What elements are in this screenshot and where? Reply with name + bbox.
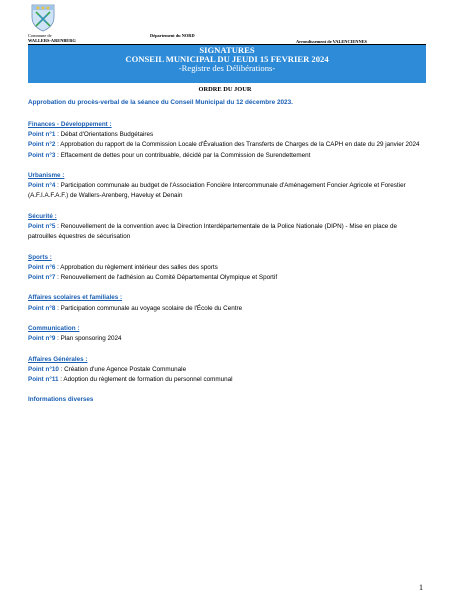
agenda-point <box>28 130 426 140</box>
section-title: Sécurité : <box>28 212 57 220</box>
point-label: Point n°7 <box>28 274 56 281</box>
agenda-point <box>28 140 426 150</box>
section-communication <box>28 324 426 344</box>
point-text: : Effacement de dettes pour un contribuable, décidé par la Commission de Surendettement <box>55 151 311 159</box>
point-text: : Renouvellement de l'adhésion au Comité Départemental Olympique et Sportif <box>55 274 278 281</box>
section-finances <box>28 120 426 161</box>
agenda-point <box>28 365 426 375</box>
section-affaires-generales <box>28 355 426 386</box>
title-banner <box>28 45 426 83</box>
agenda-point <box>28 273 426 283</box>
point-label: Point n°1 <box>28 131 56 139</box>
point-label: Point n°10 <box>28 365 59 373</box>
point-label: Point n°4 <box>28 182 56 190</box>
agenda-point <box>28 304 426 314</box>
banner-title: SIGNATURES <box>199 44 255 55</box>
agenda-point <box>28 263 426 273</box>
section-urbanisme <box>28 171 426 202</box>
point-text: : Approbation du règlement intérieur des salles des sports <box>55 263 218 271</box>
point-label: Point n°2 <box>28 141 56 149</box>
section-title: Affaires Générales : <box>28 355 88 363</box>
point-text: : Adoption du règlement de formation du personnel communal <box>58 375 233 383</box>
banner-subtitle: CONSEIL MUNICIPAL DU JEUDI 15 FEVRIER 2024 <box>125 53 329 64</box>
commune-label: Commune de <box>28 33 52 38</box>
banner-registry: -Registre des Délibérations- <box>178 63 276 74</box>
agenda-point <box>28 181 426 201</box>
section-title: Finances - Développement : <box>28 121 112 128</box>
point-text: : Participation communale au voyage scolaire de l'École du Centre <box>55 304 243 312</box>
point-label: Point n°6 <box>28 263 56 271</box>
section-securite <box>28 212 426 243</box>
section-title: Sports : <box>28 253 52 261</box>
section-title: Communication : <box>28 324 80 332</box>
point-label: Point n°8 <box>28 304 56 312</box>
agenda-point <box>28 375 426 385</box>
coat-of-arms-logo <box>28 2 58 32</box>
point-text: : Plan sponsoring 2024 <box>55 335 122 343</box>
point-label: Point n°5 <box>28 223 56 230</box>
point-label: Point n°11 <box>28 375 59 383</box>
arrondissement-label: Arrondissement de VALENCIENNES <box>296 39 367 44</box>
point-text: : Participation communale au budget de l'Association Foncière Intercommunale d'Aménagement Foncier Agricole et Forestier (A.F.I.A.F.A.F.) de Wallers-Arenberg, Haveluy et Denain <box>28 182 406 200</box>
agenda-point <box>28 151 426 161</box>
agenda-heading: ORDRE DU JOUR <box>198 86 252 93</box>
point-text: : Débat d'Orientations Budgétaires <box>55 131 154 139</box>
section-sports <box>28 253 426 284</box>
section-title: Affaires scolaires et familiales : <box>28 294 123 302</box>
agenda-point <box>28 334 426 344</box>
commune-header <box>28 33 76 43</box>
section-informations <box>28 395 426 405</box>
point-label: Point n°3 <box>28 151 56 159</box>
departement-label: Département du NORD <box>150 33 195 38</box>
point-text: : Création d'une Agence Postale Communale <box>58 365 187 373</box>
agenda-point <box>28 222 426 242</box>
page-number: 1 <box>419 583 423 592</box>
section-affaires-scolaires <box>28 293 426 313</box>
commune-name: WALLERS-ARENBERG <box>28 38 76 44</box>
section-title: Urbanisme : <box>28 172 65 179</box>
point-label: Point n°9 <box>28 335 56 343</box>
point-text: : Approbation du rapport de la Commission Locale d'Évaluation des Transferts de Charges de la CAPH en date du 29 janvier 2024 <box>55 141 420 149</box>
point-text: : Renouvellement de la convention avec la Direction Interdépartementale de la Police Nationale (DIPN) - Mise en place de patrouilles équestres de sécurisation <box>28 223 397 241</box>
agenda-body <box>28 120 426 416</box>
agenda-intro: Approbation du procès-verbal de la séance du Conseil Municipal du 12 décembre 2023. <box>28 99 293 106</box>
informations-diverses: Informations diverses <box>28 396 94 404</box>
